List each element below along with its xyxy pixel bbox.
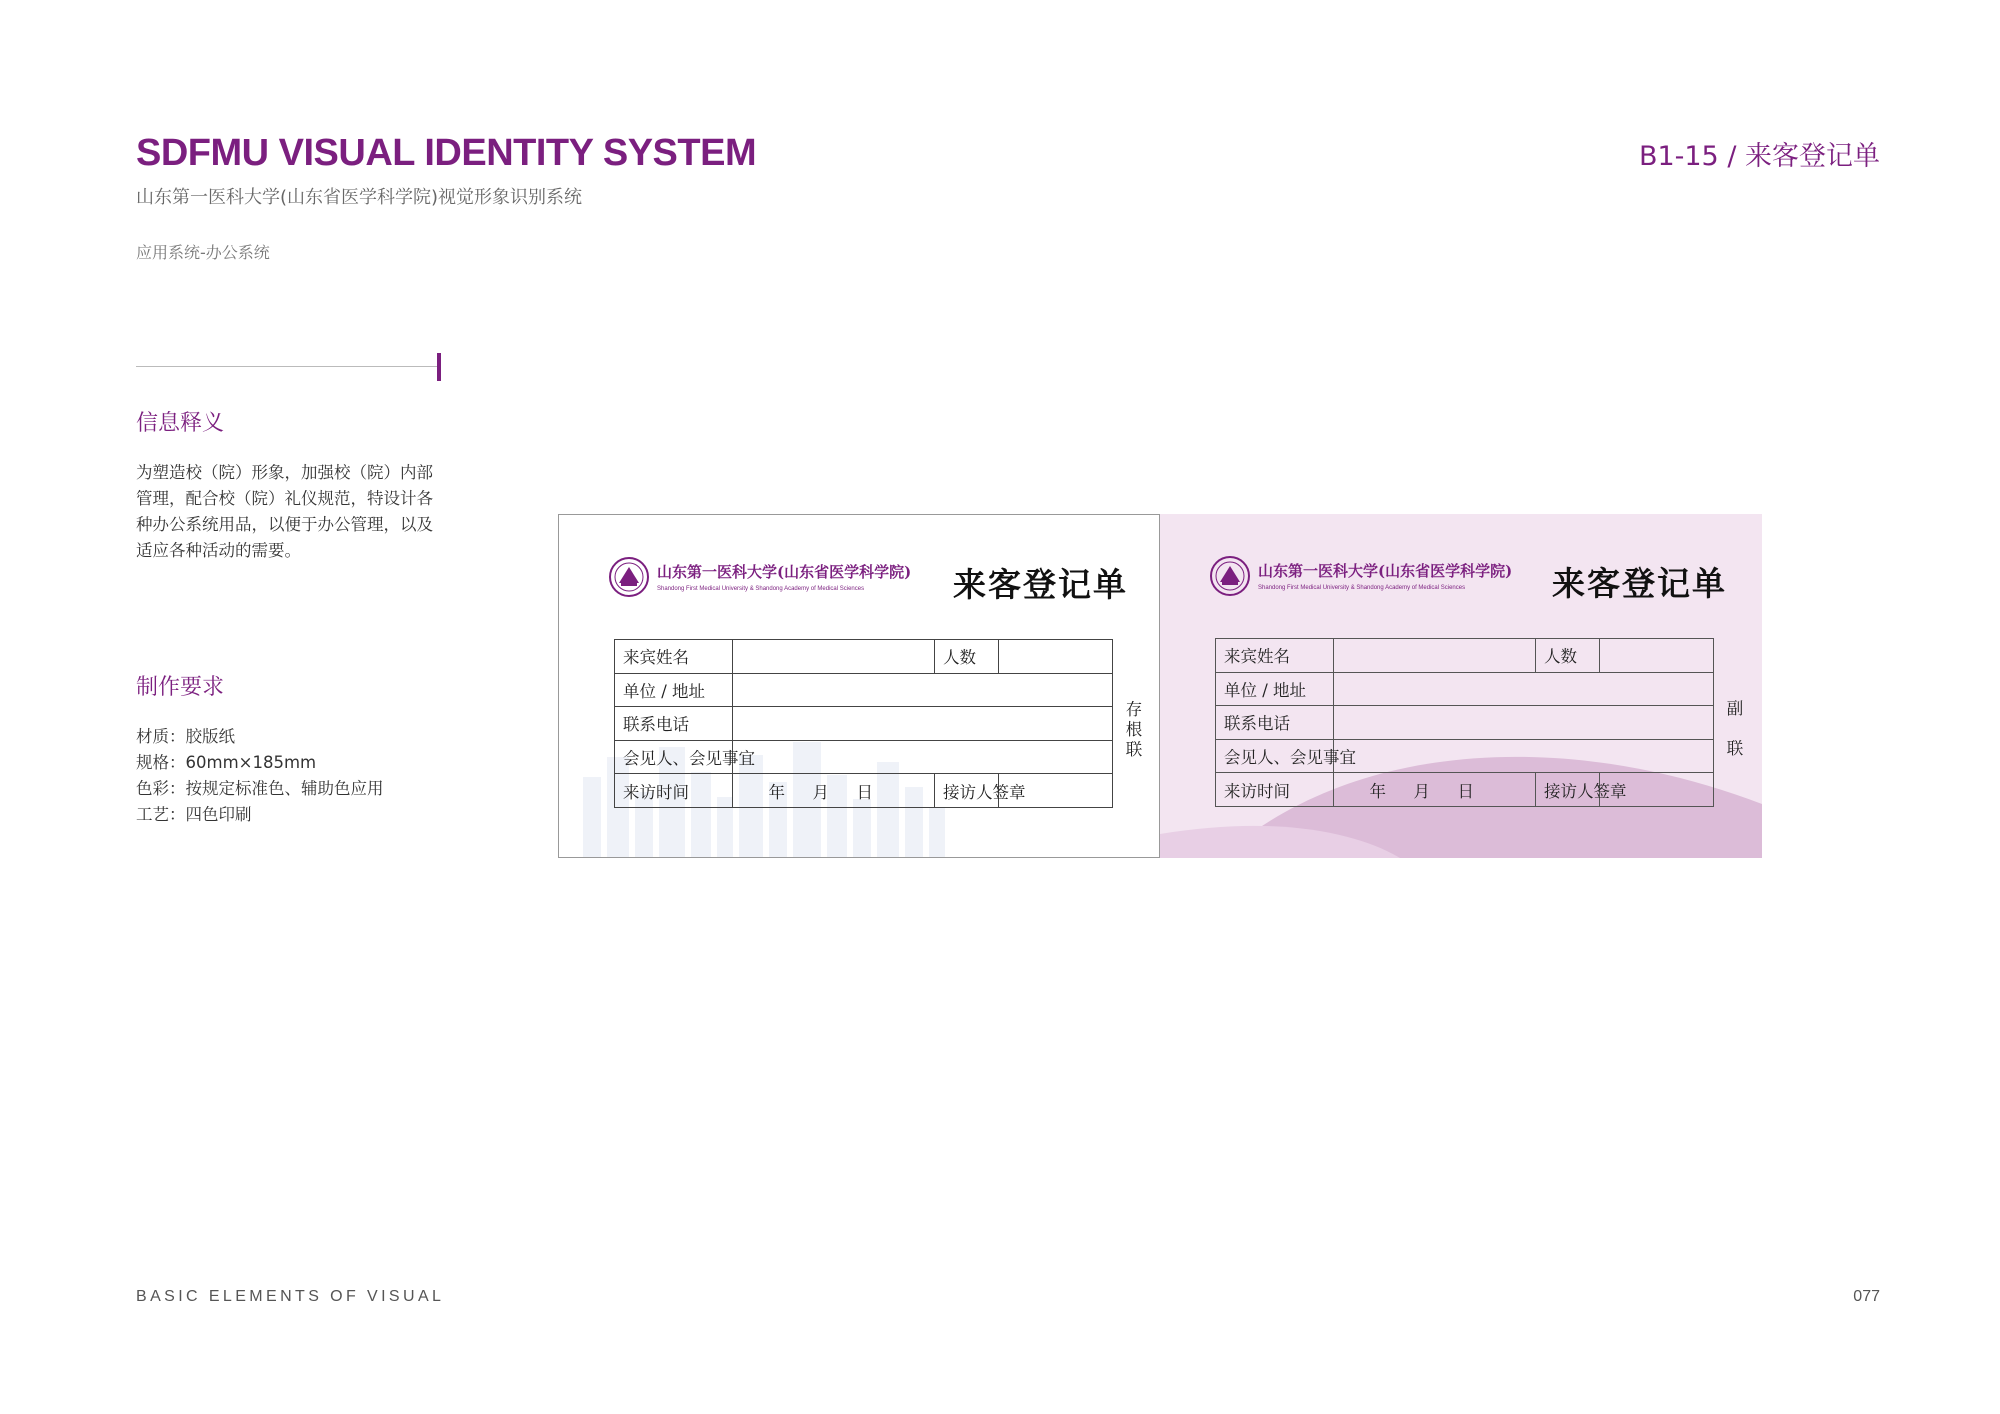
page-number: 077 bbox=[1853, 1288, 1880, 1305]
table-row bbox=[615, 740, 1113, 774]
category-label: 应用系统-办公系统 bbox=[136, 243, 270, 262]
page-subtitle: 山东第一医科大学(山东省医学科学院)视觉形象识别系统 bbox=[136, 187, 583, 208]
table-row bbox=[1216, 739, 1714, 773]
label-phone: 联系电话 bbox=[1216, 706, 1334, 740]
info-line: 为塑造校（院）形象，加强校（院）内部 bbox=[136, 463, 433, 482]
table-row bbox=[615, 707, 1113, 741]
table-row bbox=[1216, 773, 1714, 807]
table-row bbox=[615, 673, 1113, 707]
visitor-form-copy bbox=[1160, 514, 1762, 858]
form-title: 来客登记单 bbox=[1552, 564, 1727, 603]
input-visit-date[interactable] bbox=[1334, 773, 1536, 807]
label-visitor-name: 来宾姓名 bbox=[615, 640, 733, 674]
table-row bbox=[1216, 639, 1714, 673]
info-line: 管理，配合校（院）礼仪规范，特设计各 bbox=[136, 489, 433, 508]
form-title: 来客登记单 bbox=[953, 565, 1128, 604]
table-row bbox=[1216, 672, 1714, 706]
copy-char: 联 bbox=[1726, 739, 1744, 758]
month-label: 月 bbox=[812, 782, 829, 802]
input-visit-date[interactable] bbox=[733, 774, 935, 808]
section-divider bbox=[136, 366, 438, 367]
label-meet-person: 会见人、会见事宜 bbox=[615, 740, 733, 774]
university-logo-icon bbox=[1210, 554, 1513, 598]
divider-accent-mark bbox=[437, 353, 441, 381]
label-receiver-sign: 接访人签章 bbox=[1536, 773, 1600, 807]
copy-vertical-label bbox=[1725, 699, 1745, 779]
label-count: 人数 bbox=[1536, 639, 1600, 673]
university-logo-icon bbox=[609, 555, 912, 599]
month-label: 月 bbox=[1413, 781, 1430, 801]
input-count[interactable] bbox=[999, 640, 1113, 674]
label-unit-address: 单位 / 地址 bbox=[1216, 672, 1334, 706]
visitor-form-stub bbox=[558, 514, 1160, 858]
table-row bbox=[615, 640, 1113, 674]
day-label: 日 bbox=[1457, 781, 1474, 801]
footer-label: BASIC ELEMENTS OF VISUAL bbox=[136, 1288, 445, 1305]
stub-char: 存 bbox=[1125, 700, 1143, 719]
input-meet-person[interactable] bbox=[1334, 739, 1714, 773]
table-row bbox=[1216, 706, 1714, 740]
label-visit-time: 来访时间 bbox=[1216, 773, 1334, 807]
label-phone: 联系电话 bbox=[615, 707, 733, 741]
logo-chinese-name: 山东第一医科大学(山东省医学科学院) bbox=[1258, 562, 1513, 580]
input-meet-person[interactable] bbox=[733, 740, 1113, 774]
logo-chinese-name: 山东第一医科大学(山东省医学科学院) bbox=[657, 563, 912, 581]
stub-vertical-label bbox=[1124, 700, 1144, 760]
requirement-item: 工艺：四色印刷 bbox=[136, 805, 252, 824]
input-visitor-name[interactable] bbox=[733, 640, 935, 674]
year-label: 年 bbox=[1369, 781, 1386, 801]
page-code: B1-15 / 来客登记单 bbox=[1638, 141, 1880, 172]
input-unit-address[interactable] bbox=[1334, 672, 1714, 706]
table-row bbox=[615, 774, 1113, 808]
logo-english-name: Shandong First Medical University & Shandong Academy of Medical Sciences bbox=[657, 586, 865, 592]
input-phone[interactable] bbox=[733, 707, 1113, 741]
label-receiver-sign: 接访人签章 bbox=[935, 774, 999, 808]
input-count[interactable] bbox=[1600, 639, 1714, 673]
info-heading: 信息释义 bbox=[136, 411, 225, 436]
requirement-item: 规格：60mm×185mm bbox=[136, 753, 317, 772]
stub-char: 根 bbox=[1125, 720, 1143, 739]
info-line: 种办公系统用品，以便于办公管理，以及 bbox=[136, 515, 433, 534]
label-visitor-name: 来宾姓名 bbox=[1216, 639, 1334, 673]
year-label: 年 bbox=[768, 782, 785, 802]
label-unit-address: 单位 / 地址 bbox=[615, 673, 733, 707]
input-unit-address[interactable] bbox=[733, 673, 1113, 707]
requirement-item: 色彩：按规定标准色、辅助色应用 bbox=[136, 779, 384, 798]
logo-english-name: Shandong First Medical University & Shandong Academy of Medical Sciences bbox=[1258, 585, 1466, 591]
label-meet-person: 会见人、会见事宜 bbox=[1216, 739, 1334, 773]
requirements-list bbox=[136, 724, 384, 828]
copy-char: 副 bbox=[1726, 699, 1744, 718]
visitor-form-table bbox=[614, 639, 1113, 808]
input-visitor-name[interactable] bbox=[1334, 639, 1536, 673]
stub-char: 联 bbox=[1125, 740, 1143, 759]
input-phone[interactable] bbox=[1334, 706, 1714, 740]
label-count: 人数 bbox=[935, 640, 999, 674]
requirements-heading: 制作要求 bbox=[136, 675, 225, 700]
info-description bbox=[136, 460, 456, 564]
day-label: 日 bbox=[856, 782, 873, 802]
info-line: 适应各种活动的需要。 bbox=[136, 541, 301, 560]
requirement-item: 材质：胶版纸 bbox=[136, 727, 235, 746]
visitor-form-table bbox=[1215, 638, 1714, 807]
page-title: SDFMU VISUAL IDENTITY SYSTEM bbox=[136, 132, 757, 174]
label-visit-time: 来访时间 bbox=[615, 774, 733, 808]
